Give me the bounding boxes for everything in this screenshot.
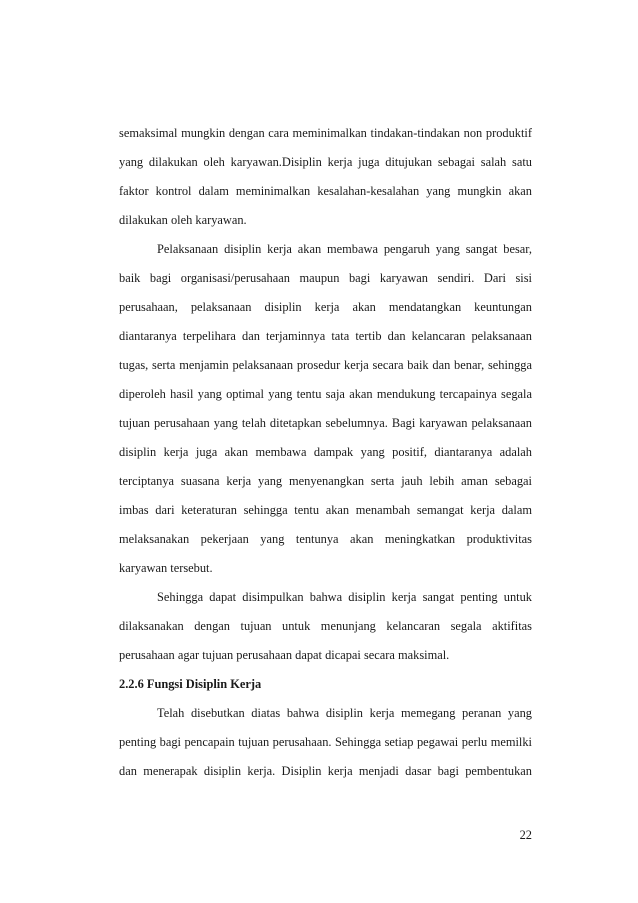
text-line: baik bagi organisasi/perusahaan maupun bagi karyawan sendiri. Dari sisi (119, 271, 532, 285)
paragraph-first-line: Sehingga dapat disimpulkan bahwa disiplin kerja sangat penting untuk (157, 590, 532, 604)
section-heading: 2.2.6 Fungsi Disiplin Kerja (119, 677, 262, 691)
text-line: dan menerapak disiplin kerja. Disiplin kerja menjadi dasar bagi pembentukan (119, 764, 532, 778)
text-line: diantaranya terpelihara dan terjaminnya tata tertib dan kelancaran pelaksanaan (119, 329, 532, 343)
text-line: perusahaan, pelaksanaan disiplin kerja akan mendatangkan keuntungan (119, 300, 532, 314)
text-line: penting bagi pencapain tujuan perusahaan. Sehingga setiap pegawai perlu memilki (119, 735, 532, 749)
text-line: melaksanakan pekerjaan yang tentunya akan meningkatkan produktivitas (119, 532, 532, 546)
text-line: dilaksanakan dengan tujuan untuk menunjang kelancaran segala aktifitas (119, 619, 532, 633)
paragraph-first-line: Pelaksanaan disiplin kerja akan membawa pengaruh yang sangat besar, (157, 242, 532, 256)
text-line: tujuan perusahaan yang telah ditetapkan sebelumnya. Bagi karyawan pelaksanaan (119, 416, 532, 430)
text-line: faktor kontrol dalam meminimalkan kesalahan-kesalahan yang mungkin akan (119, 184, 532, 198)
text-line: yang dilakukan oleh karyawan.Disiplin kerja juga ditujukan sebagai salah satu (119, 155, 532, 169)
text-line: imbas dari keteraturan sehingga tentu akan menambah semangat kerja dalam (119, 503, 532, 517)
page-number: 22 (519, 828, 532, 842)
text-line: diperoleh hasil yang optimal yang tentu saja akan mendukung tercapainya segala (119, 387, 532, 401)
text-line: terciptanya suasana kerja yang menyenangkan serta jauh lebih aman sebagai (119, 474, 532, 488)
text-line: disiplin kerja juga akan membawa dampak yang positif, diantaranya adalah (119, 445, 532, 459)
text-line: tugas, serta menjamin pelaksanaan prosedur kerja secara baik dan benar, sehingga (119, 358, 532, 372)
text-line: semaksimal mungkin dengan cara meminimalkan tindakan-tindakan non produktif (119, 126, 532, 140)
text-line: karyawan tersebut. (119, 561, 213, 575)
text-line: perusahaan agar tujuan perusahaan dapat dicapai secara maksimal. (119, 648, 450, 662)
paragraph-first-line: Telah disebutkan diatas bahwa disiplin kerja memegang peranan yang (157, 706, 532, 720)
text-line: dilakukan oleh karyawan. (119, 213, 247, 227)
